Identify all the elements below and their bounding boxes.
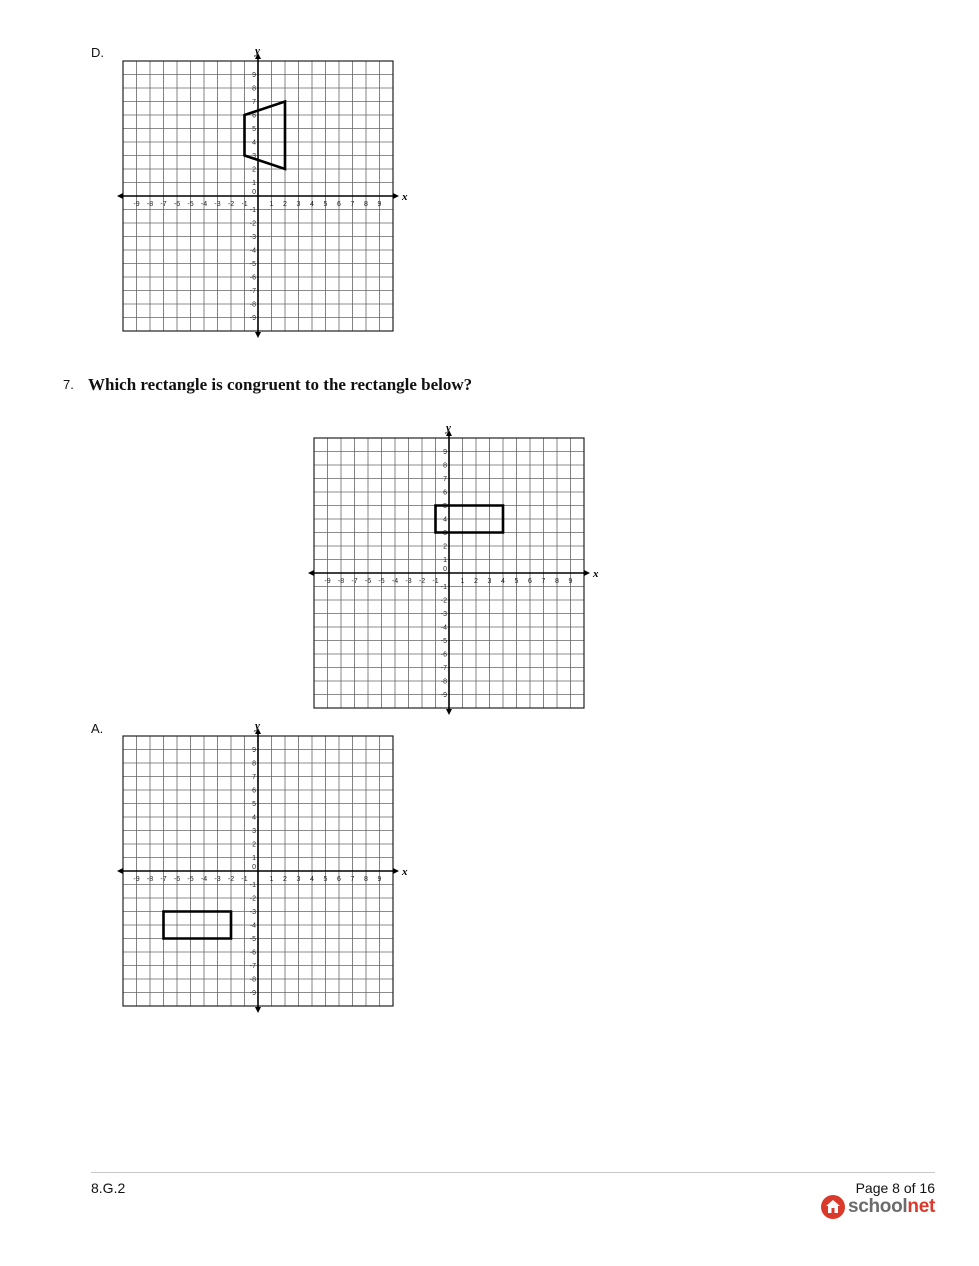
y-tick-label: 9 [443,449,447,456]
y-tick-label: 7 [252,99,256,106]
x-axis-label: x [593,568,599,580]
x-tick-label: 2 [283,876,287,883]
x-tick-label: -6 [173,201,181,208]
coordinate-plane [121,45,408,331]
x-tick-label: -8 [146,876,154,883]
graph-reference-rectangle [312,422,599,708]
x-tick-label: 4 [310,201,314,208]
x-tick-label: 7 [350,201,355,208]
x-tick-label: 2 [283,201,287,208]
graph-option-a[interactable] [121,720,408,1006]
y-tick-label: 4 [443,516,447,524]
y-tick-label: 6 [252,112,256,120]
y-tick-label: 8 [252,760,256,768]
x-tick-label: -5 [378,578,385,585]
x-tick-label: 5 [323,201,328,208]
x-tick-label: 4 [310,876,314,883]
y-axis-label: y [446,422,451,434]
x-tick-label: -4 [200,876,208,883]
y-tick-label: 3 [443,530,447,537]
y-tick-label: -3 [249,909,256,916]
y-tick-label: 2 [443,543,447,551]
y-tick-label: -9 [440,692,447,699]
x-tick-label: 8 [555,578,559,585]
x-tick-label: 6 [337,876,341,883]
x-tick-label: 9 [377,201,382,208]
x-tick-label: -6 [173,876,181,883]
x-axis-arrow-icon [393,868,399,874]
x-tick-label: -7 [351,578,358,585]
x-tick-label: -8 [146,201,154,208]
x-tick-label: -1 [241,876,248,883]
x-axis-arrow-left-icon [308,570,314,576]
y-tick-label: 5 [252,126,256,133]
y-tick-label: 1 [443,557,447,564]
footer-standard: 8.G.2 [91,1180,126,1196]
x-tick-label: 8 [364,201,368,208]
schoolnet-logo [821,1195,935,1219]
x-tick-label: -2 [418,578,426,585]
origin-label: 0 [252,189,256,196]
y-tick-label: -1 [440,584,447,591]
x-tick-label: 9 [377,876,382,883]
graph-option-d[interactable] [121,45,408,331]
x-tick-label: 1 [460,578,465,585]
y-axis-arrow-down-icon [255,1007,261,1013]
option-letter-a: A. [91,721,104,736]
y-tick-label: -2 [249,220,256,228]
x-tick-label: -5 [187,201,194,208]
logo-text-net: net [907,1196,935,1217]
x-tick-label: -2 [227,876,235,883]
x-tick-label: -1 [432,578,439,585]
y-tick-label: -7 [440,665,447,672]
x-tick-label: -7 [160,201,167,208]
y-tick-label: -1 [249,882,256,889]
y-tick-label: -3 [440,611,447,618]
x-axis-label: x [402,191,408,203]
x-axis-arrow-left-icon [117,868,123,874]
x-axis-arrow-icon [584,570,590,576]
x-tick-label: -3 [214,876,221,883]
y-tick-label: -6 [440,651,447,659]
y-tick-label: -6 [249,274,256,282]
y-tick-label: 6 [443,489,447,497]
y-tick-label: 6 [252,787,256,795]
y-tick-label: -4 [249,247,256,255]
y-tick-label: 2 [252,166,256,174]
x-axis-arrow-left-icon [117,193,123,199]
x-tick-label: -5 [187,876,194,883]
x-tick-label: 7 [541,578,546,585]
question-text: Which rectangle is congruent to the rectangle below? [88,375,473,394]
y-tick-label: -2 [249,895,256,903]
x-tick-label: -9 [133,201,140,208]
x-tick-label: -4 [391,578,399,585]
x-tick-label: 5 [323,876,328,883]
x-tick-label: -3 [405,578,412,585]
x-tick-label: -6 [364,578,372,585]
y-tick-label: -4 [249,922,256,930]
y-tick-label: -2 [440,597,447,605]
question-number: 7. [63,377,74,392]
x-tick-label: 7 [350,876,355,883]
y-tick-label: -7 [249,963,256,970]
x-tick-label: 5 [514,578,519,585]
y-tick-label: -8 [249,976,256,984]
y-axis-label: y [255,45,260,57]
x-tick-label: 1 [269,876,274,883]
y-tick-label: 7 [443,476,447,483]
figure-shape [245,102,286,170]
x-tick-label: -2 [227,201,235,208]
y-tick-label: -9 [249,315,256,322]
x-tick-label: 8 [364,876,368,883]
y-tick-label: 8 [443,462,447,470]
x-tick-label: -1 [241,201,248,208]
origin-label: 0 [252,864,256,871]
y-tick-label: 5 [252,801,256,808]
coordinate-plane [121,720,408,1006]
x-tick-label: -4 [200,201,208,208]
house-icon [821,1195,845,1219]
x-tick-label: 6 [528,578,532,585]
logo-text-school: school [847,1196,908,1217]
x-tick-label: 2 [474,578,478,585]
y-tick-label: -9 [249,990,256,997]
y-tick-label: 1 [252,855,256,862]
y-tick-label: 4 [252,139,256,147]
y-tick-label: 9 [252,747,256,754]
y-tick-label: -4 [440,624,447,632]
x-axis-label: x [402,866,408,878]
y-tick-label: -5 [440,638,447,645]
y-tick-label: -8 [249,301,256,309]
option-letter-d: D. [91,45,104,60]
x-tick-label: 4 [501,578,505,585]
y-tick-label: 2 [252,841,256,849]
x-tick-label: 3 [487,578,492,585]
y-tick-label: -5 [249,936,256,943]
y-tick-label: 3 [252,153,256,160]
y-tick-label: 3 [252,828,256,835]
y-tick-label: -1 [249,207,256,214]
x-tick-label: -8 [337,578,345,585]
x-tick-label: 1 [269,201,274,208]
x-tick-label: 6 [337,201,341,208]
x-tick-label: -3 [214,201,221,208]
origin-label: 0 [443,566,447,573]
y-axis-label: y [255,720,260,732]
x-tick-label: 3 [296,201,301,208]
y-tick-label: -7 [249,288,256,295]
x-tick-label: -9 [324,578,331,585]
y-tick-label: 5 [443,503,447,510]
x-axis-arrow-icon [393,193,399,199]
y-tick-label: -5 [249,261,256,268]
y-tick-label: -8 [440,678,447,686]
x-tick-label: -9 [133,876,140,883]
footer-divider [91,1172,935,1173]
x-tick-label: 9 [568,578,573,585]
y-tick-label: -3 [249,234,256,241]
y-axis-arrow-down-icon [255,332,261,338]
footer-page-number: Page 8 of 16 [855,1180,935,1196]
coordinate-plane [312,422,599,708]
y-tick-label: -6 [249,949,256,957]
x-tick-label: 3 [296,876,301,883]
y-tick-label: 8 [252,85,256,93]
y-tick-label: 1 [252,180,256,187]
y-tick-label: 4 [252,814,256,822]
y-axis-arrow-down-icon [446,709,452,715]
y-tick-label: 7 [252,774,256,781]
x-tick-label: -7 [160,876,167,883]
y-tick-label: 9 [252,72,256,79]
